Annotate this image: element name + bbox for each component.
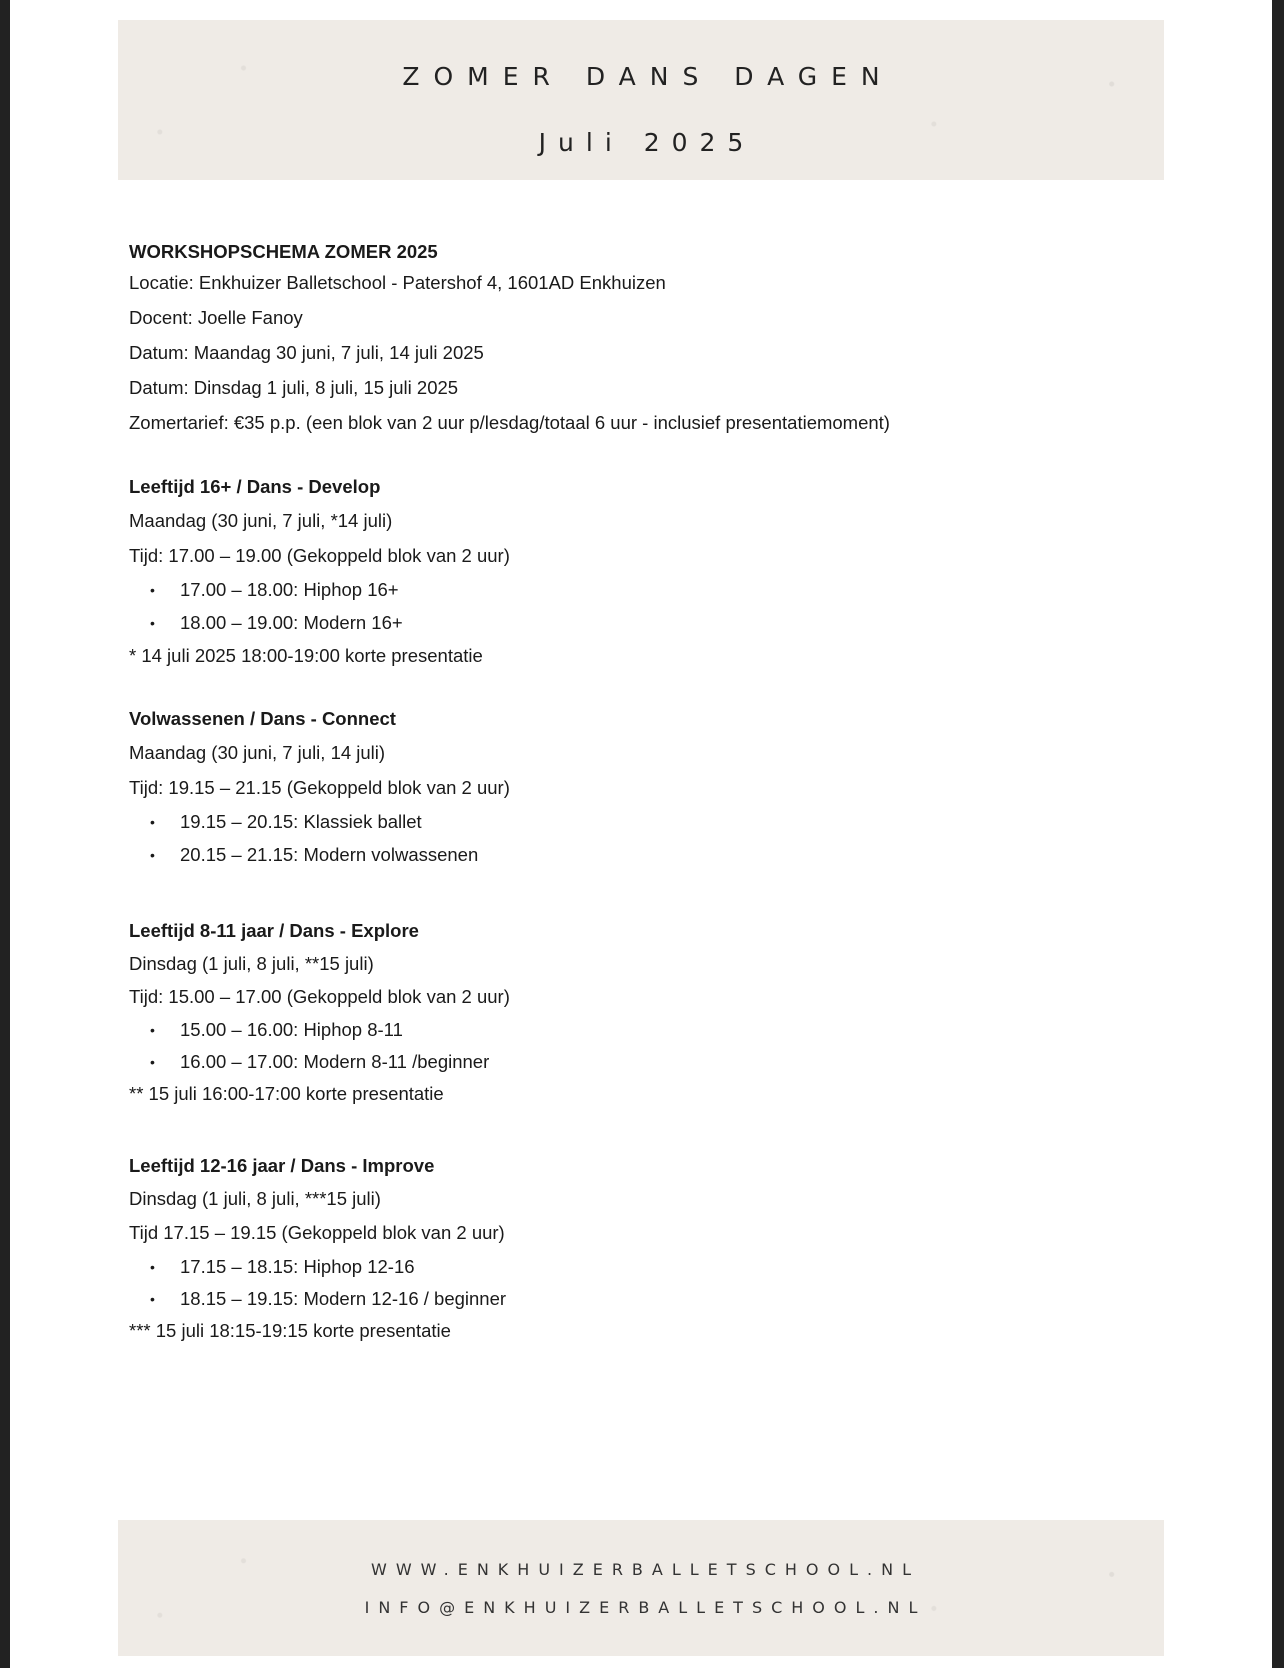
header-subtitle: Juli 2025: [538, 128, 756, 157]
section-note: * 14 juli 2025 18:00-19:00 korte presentatie: [129, 645, 483, 667]
section-note: *** 15 juli 18:15-19:15 korte presentatie: [129, 1320, 451, 1342]
bullet-icon: •: [150, 814, 155, 831]
footer-website-link[interactable]: WWW.ENKHUIZERBALLETSCHOOL.NL: [371, 1560, 920, 1579]
list-item: [129, 1283, 1129, 1315]
list-item: [129, 1251, 1129, 1283]
list-item: [129, 574, 1129, 607]
footer-email-link[interactable]: INFO@ENKHUIZERBALLETSCHOOL.NL: [364, 1598, 927, 1617]
page-edge-right: [1272, 0, 1284, 1668]
list-item-text: 15.00 – 16.00: Hiphop 8-11: [180, 1018, 403, 1040]
bullet-icon: •: [150, 1290, 155, 1307]
section-explore: [129, 915, 1129, 1111]
list-item-text: 18.15 – 19.15: Modern 12-16 / beginner: [180, 1287, 507, 1309]
section-heading: Leeftijd 8-11 jaar / Dans - Explore: [129, 920, 419, 942]
intro-date-tuesday: Datum: Dinsdag 1 juli, 8 juli, 15 juli 2025: [129, 377, 459, 399]
section-note: ** 15 juli 16:00-17:00 korte presentatie: [129, 1083, 444, 1105]
section-heading: Volwassenen / Dans - Connect: [129, 708, 396, 730]
list-item-text: 18.00 – 19.00: Modern 16+: [180, 612, 403, 634]
list-item: [129, 1014, 1129, 1046]
section-improve: [129, 1150, 1129, 1348]
footer-banner: [118, 1520, 1164, 1656]
intro-price: Zomertarief: €35 p.p. (een blok van 2 uur p/lesdag/totaal 6 uur - inclusief presentatiemoment): [129, 412, 890, 434]
list-item: [129, 839, 1129, 872]
bullet-icon: •: [150, 1053, 155, 1070]
intro-teacher: Docent: Joelle Fanoy: [129, 307, 303, 329]
section-days: Dinsdag (1 juli, 8 juli, **15 juli): [129, 953, 374, 975]
bullet-icon: •: [150, 847, 155, 864]
intro-heading: WORKSHOPSCHEMA ZOMER 2025: [129, 240, 438, 262]
list-item-text: 20.15 – 21.15: Modern volwassenen: [180, 844, 479, 866]
section-time: Tijd 17.15 – 19.15 (Gekoppeld blok van 2 uur): [129, 1222, 505, 1244]
list-item: [129, 806, 1129, 839]
list-item-text: 17.15 – 18.15: Hiphop 12-16: [180, 1255, 415, 1277]
section-time: Tijd: 17.00 – 19.00 (Gekoppeld blok van 2 uur): [129, 545, 510, 567]
section-time: Tijd: 19.15 – 21.15 (Gekoppeld blok van 2 uur): [129, 777, 510, 799]
section-days: Dinsdag (1 juli, 8 juli, ***15 juli): [129, 1188, 381, 1210]
page-edge-left: [0, 0, 10, 1668]
section-develop: [129, 471, 1129, 673]
section-time: Tijd: 15.00 – 17.00 (Gekoppeld blok van 2 uur): [129, 986, 510, 1008]
bullet-icon: •: [150, 1258, 155, 1275]
list-item-text: 16.00 – 17.00: Modern 8-11 /beginner: [180, 1050, 490, 1072]
section-days: Maandag (30 juni, 7 juli, 14 juli): [129, 742, 386, 764]
header-title: ZOMER DANS DAGEN: [402, 62, 894, 91]
list-item: [129, 1046, 1129, 1078]
list-item-text: 17.00 – 18.00: Hiphop 16+: [180, 579, 399, 601]
section-days: Maandag (30 juni, 7 juli, *14 juli): [129, 510, 393, 532]
list-item-text: 19.15 – 20.15: Klassiek ballet: [180, 811, 422, 833]
section-heading: Leeftijd 16+ / Dans - Develop: [129, 476, 381, 498]
list-item: [129, 607, 1129, 640]
section-connect: [129, 703, 1129, 872]
schedule-content: [129, 238, 1129, 1348]
bullet-icon: •: [150, 582, 155, 599]
bullet-icon: •: [150, 615, 155, 632]
header-banner: [118, 20, 1164, 180]
intro-date-monday: Datum: Maandag 30 juni, 7 juli, 14 juli 2025: [129, 342, 484, 364]
bullet-icon: •: [150, 1021, 155, 1038]
section-heading: Leeftijd 12-16 jaar / Dans - Improve: [129, 1155, 435, 1177]
intro-location: Locatie: Enkhuizer Balletschool - Patershof 4, 1601AD Enkhuizen: [129, 272, 666, 294]
